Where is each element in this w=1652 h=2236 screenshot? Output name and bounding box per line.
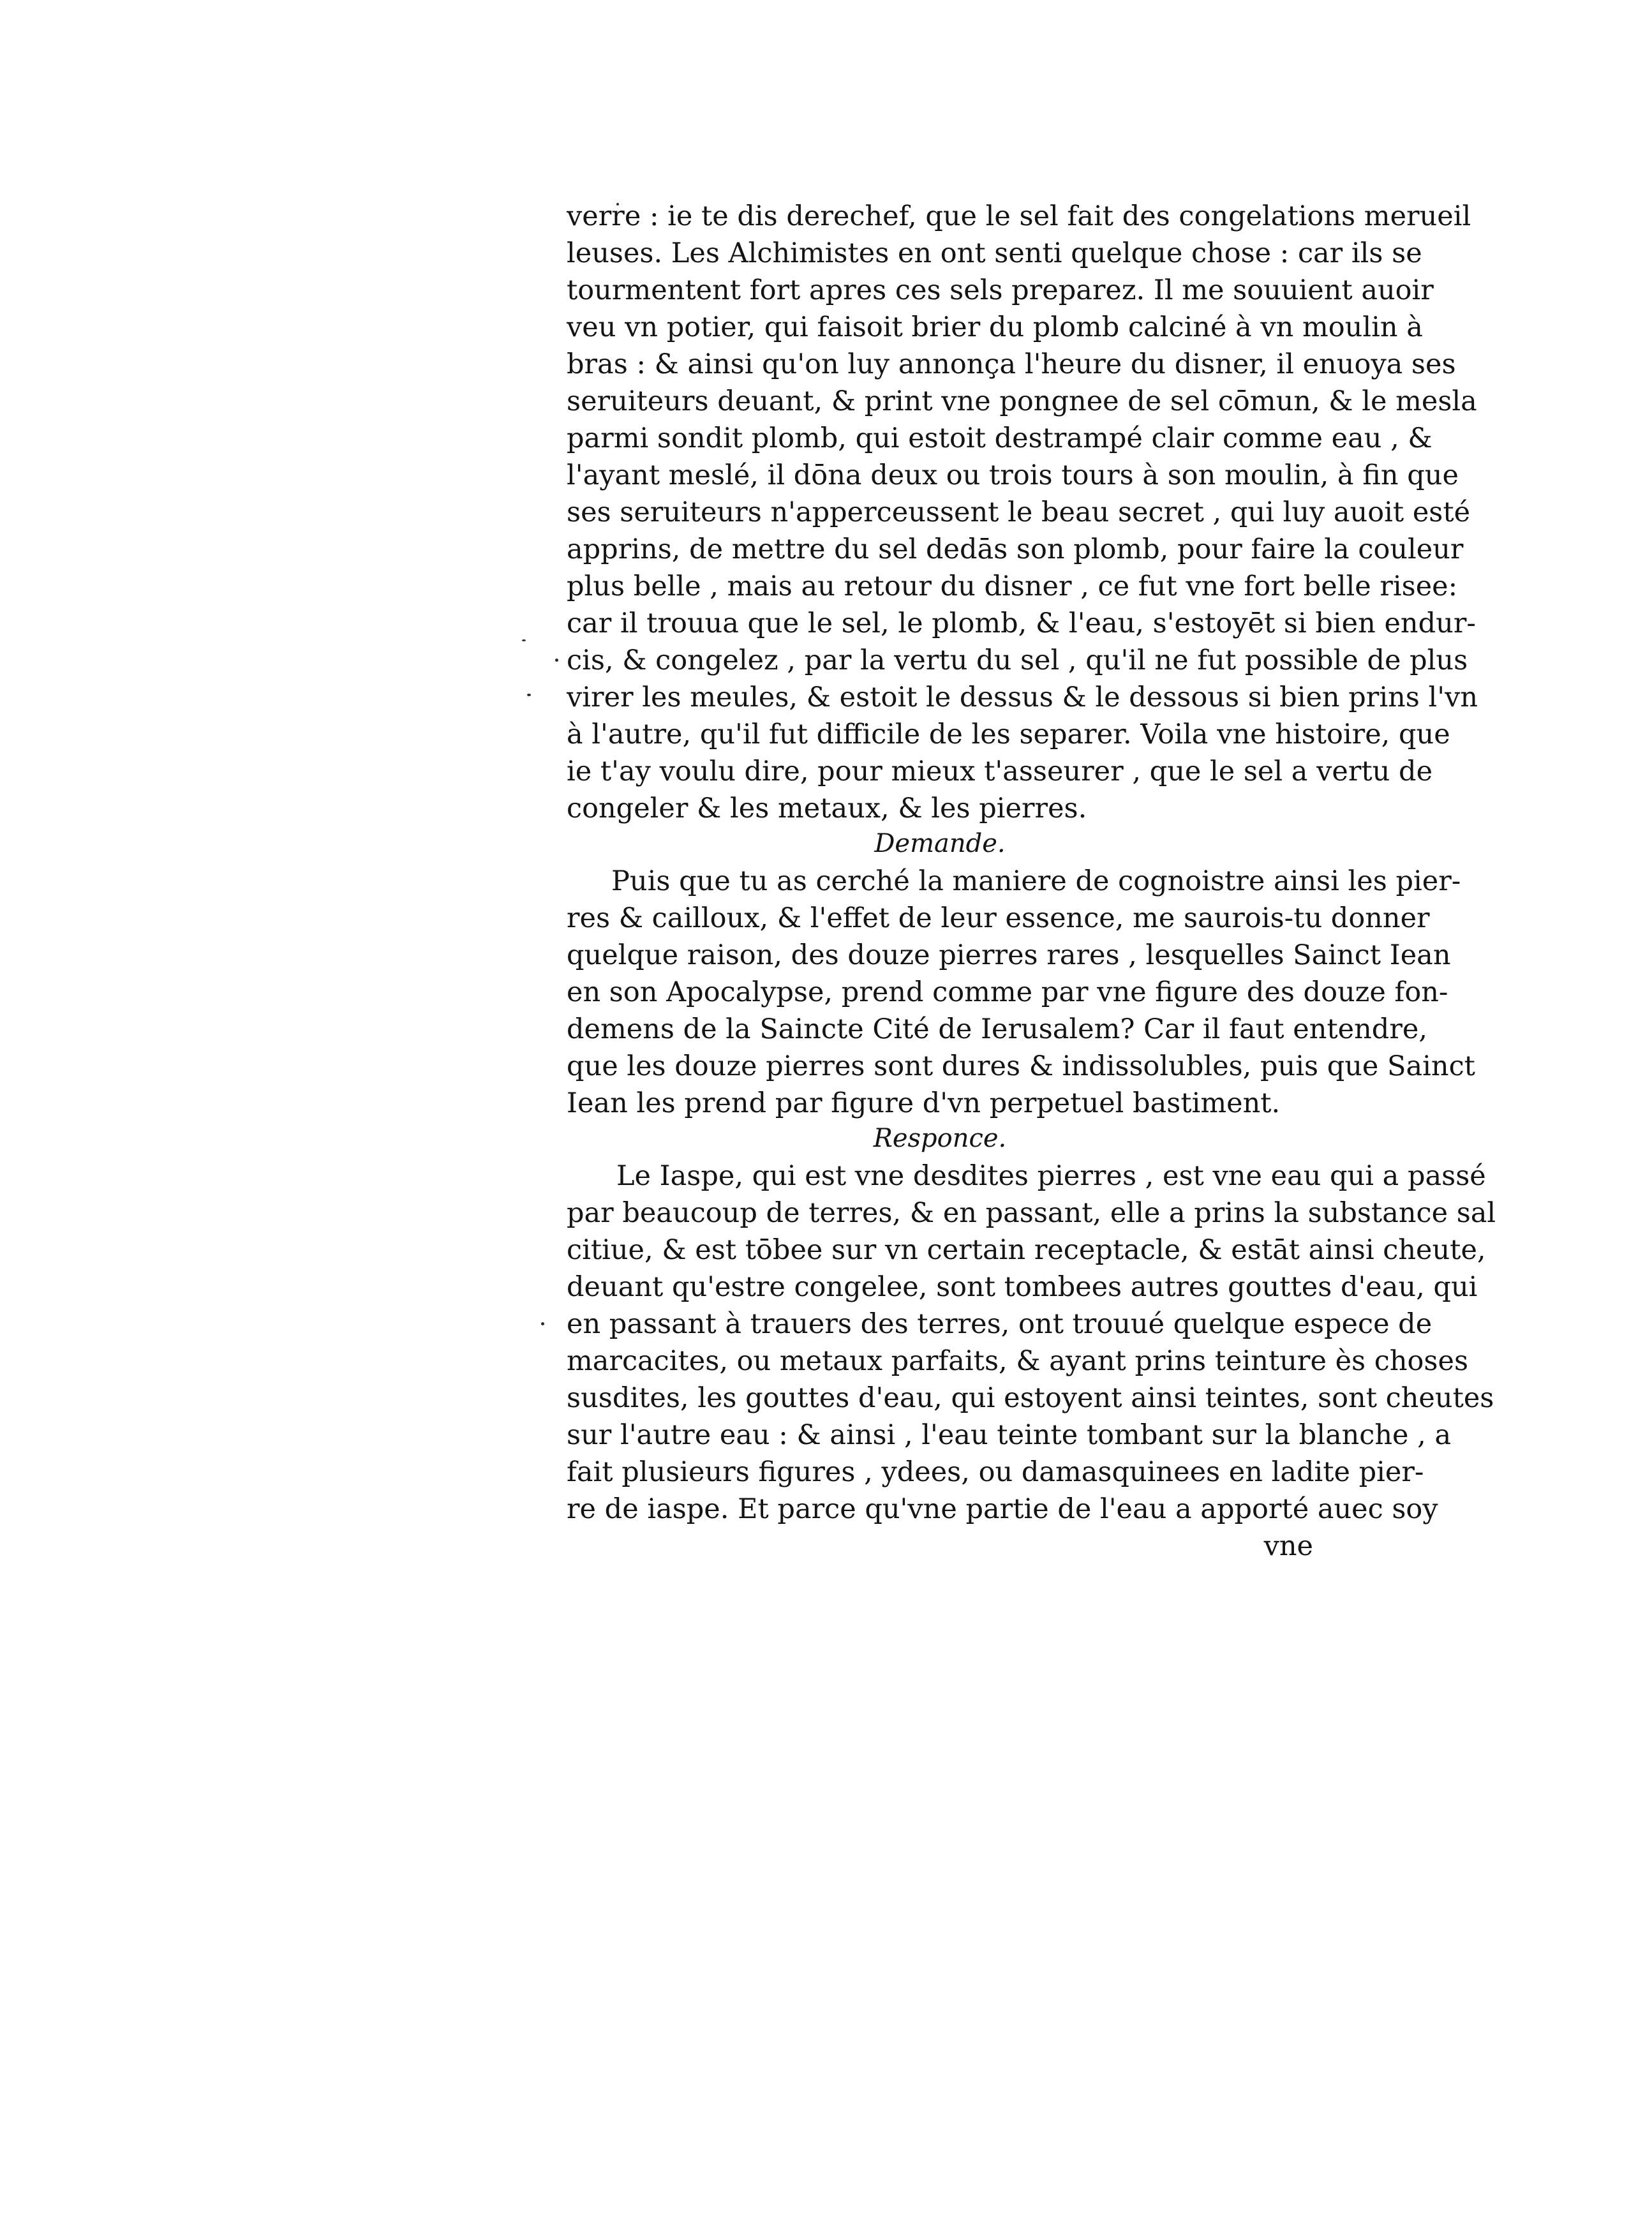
text-line: par beaucoup de terres, & en passant, elle a prins la substance sal xyxy=(567,1197,1496,1229)
section-heading-demande: Demande. xyxy=(874,829,1006,858)
text-line: ie t'ay voulu dire, pour mieux t'asseurer , que le sel a vertu de xyxy=(567,756,1433,787)
text-line: en passant à trauers des terres, ont trouué quelque espece de xyxy=(567,1308,1432,1340)
text-line: parmi sondit plomb, qui estoit destrampé clair comme eau , & xyxy=(567,422,1432,454)
text-line: marcacites, ou metaux parfaits, & ayant prins teinture ès choses xyxy=(567,1345,1469,1377)
text-line: res & cailloux, & l'effet de leur essence, me saurois-tu donner xyxy=(567,902,1430,934)
ink-speck xyxy=(527,694,531,696)
text-line: fait plusieurs figures , ydees, ou damasquinees en ladite pier- xyxy=(567,1456,1424,1488)
text-line: leuses. Les Alchimistes en ont senti quelque chose : car ils se xyxy=(567,237,1422,269)
ink-speck xyxy=(522,639,526,641)
catchword: vne xyxy=(1263,1530,1313,1562)
text-line: susdites, les gouttes d'eau, qui estoyent ainsi teintes, sont cheutes xyxy=(567,1382,1494,1414)
text-line: Le Iaspe, qui est vne desdites pierres , est vne eau qui a passé xyxy=(616,1160,1486,1192)
text-line: l'ayant meslé, il dōna deux ou trois tours à son moulin, à fin que xyxy=(567,459,1459,491)
text-line: ses seruiteurs n'apperceussent le beau secret , qui luy auoit esté xyxy=(567,496,1471,528)
text-line: veu vn potier, qui faisoit brier du plomb calciné à vn moulin à xyxy=(567,311,1423,343)
text-line: Puis que tu as cerché la maniere de cognoistre ainsi les pier- xyxy=(611,865,1461,897)
text-line: apprins, de mettre du sel dedās son plomb, pour faire la couleur xyxy=(567,533,1464,565)
text-line: re de iaspe. Et parce qu'vne partie de l'eau a apporté auec soy xyxy=(567,1493,1438,1525)
text-line: que les douze pierres sont dures & indissolubles, puis que Sainct xyxy=(567,1050,1475,1082)
text-line: quelque raison, des douze pierres rares , lesquelles Sainct Iean xyxy=(567,939,1451,971)
text-line: seruiteurs deuant, & print vne pongnee de sel cōmun, & le mesla xyxy=(567,385,1477,417)
text-line: tourmentent fort apres ces sels preparez. Il me souuient auoir xyxy=(567,274,1434,306)
text-line: sur l'autre eau : & ainsi , l'eau teinte tombant sur la blanche , a xyxy=(567,1419,1452,1451)
text-line: cis, & congelez , par la vertu du sel , qu'il ne fut possible de plus xyxy=(567,645,1468,676)
text-line: en son Apocalypse, prend comme par vne figure des douze fon- xyxy=(567,976,1448,1008)
text-line: Iean les prend par figure d'vn perpetuel bastiment. xyxy=(567,1087,1281,1119)
text-line: bras : & ainsi qu'on luy annonça l'heure du disner, il enuoya ses xyxy=(567,348,1456,380)
ink-speck xyxy=(555,659,558,662)
section-heading-responce: Responce. xyxy=(873,1124,1007,1153)
text-line: deuant qu'estre congelee, sont tombees autres gouttes d'eau, qui xyxy=(567,1271,1478,1303)
text-line: congeler & les metaux, & les pierres. xyxy=(567,793,1087,824)
text-line: à l'autre, qu'il fut difficile de les separer. Voila vne histoire, que xyxy=(567,719,1450,750)
text-line: citiue, & est tōbee sur vn certain receptacle, & estāt ainsi cheute, xyxy=(567,1234,1486,1266)
text-line: virer les meules, & estoit le dessus & le dessous si bien prins l'vn xyxy=(567,682,1478,713)
text-line: verre : ie te dis derechef, que le sel fait des congelations merueil xyxy=(567,200,1471,232)
ink-speck xyxy=(541,1322,544,1325)
text-line: demens de la Saincte Cité de Ierusalem? Car il faut entendre, xyxy=(567,1013,1427,1045)
text-line: plus belle , mais au retour du disner , ce fut vne fort belle risee: xyxy=(567,570,1458,602)
text-line: car il trouua que le sel, le plomb, & l'eau, s'estoyēt si bien endur- xyxy=(567,607,1476,639)
